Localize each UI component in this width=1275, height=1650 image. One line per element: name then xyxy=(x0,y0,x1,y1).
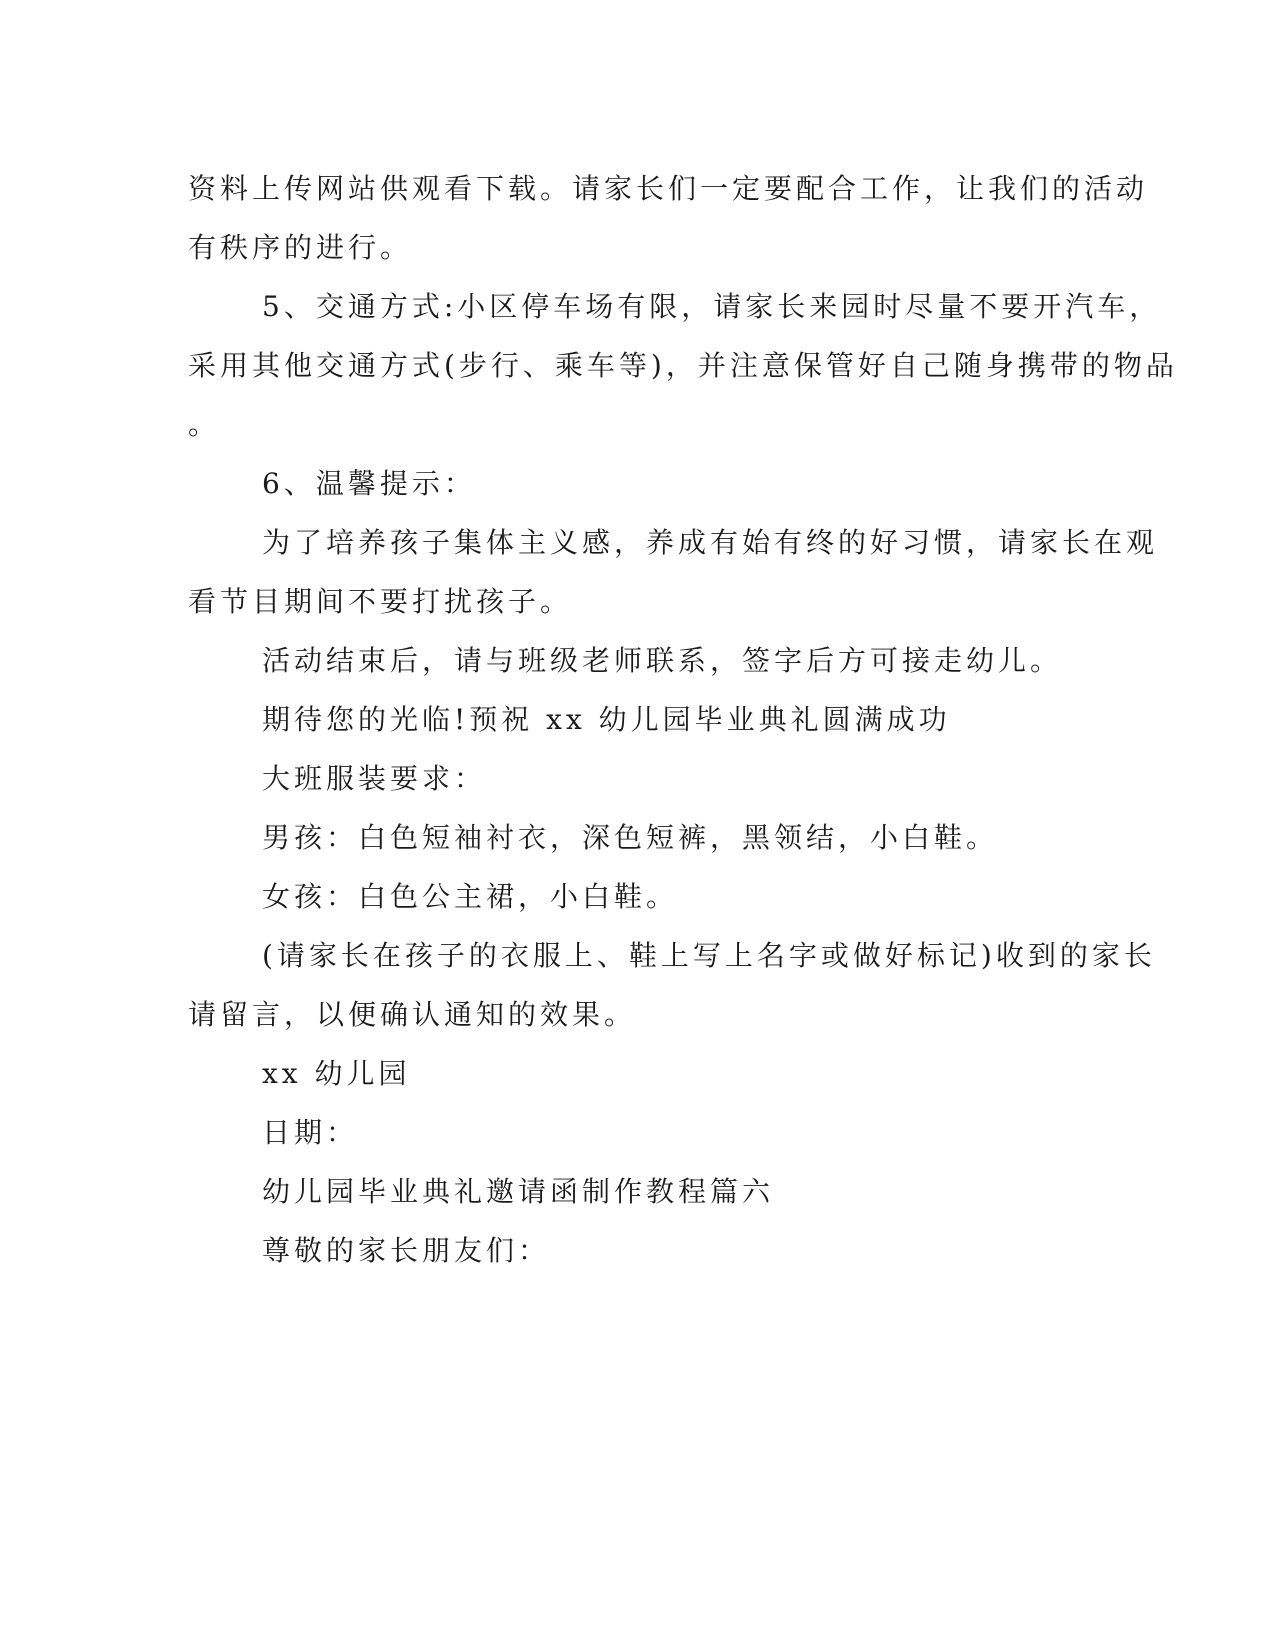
signature-org: xx 幼儿园 xyxy=(262,1057,411,1090)
paragraph-line: 请留言，以便确认通知的效果。 xyxy=(188,998,637,1031)
paragraph-line: 大班服装要求： xyxy=(262,762,487,795)
paragraph-line: 5、交通方式:小区停车场有限，请家长来园时尽量不要开汽车， xyxy=(262,290,1162,323)
paragraph-line: 女孩：白色公主裙，小白鞋。 xyxy=(262,880,679,913)
paragraph-line: (请家长在孩子的衣服上、鞋上写上名字或做好标记)收到的家长 xyxy=(262,939,1156,972)
paragraph-line: 看节目期间不要打扰孩子。 xyxy=(188,585,573,618)
salutation: 尊敬的家长朋友们： xyxy=(262,1234,551,1267)
date-label: 日期： xyxy=(262,1116,359,1149)
paragraph-line: 活动结束后，请与班级老师联系，签字后方可接走幼儿。 xyxy=(262,644,1063,677)
paragraph-line: 。 xyxy=(188,408,221,441)
paragraph-line: 为了培养孩子集体主义感，养成有始有终的好习惯，请家长在观 xyxy=(262,526,1159,559)
paragraph-line: 采用其他交通方式(步行、乘车等)，并注意保管好自己随身携带的物品 xyxy=(188,349,1178,382)
paragraph-line: 期待您的光临!预祝 xx 幼儿园毕业典礼圆满成功 xyxy=(262,703,951,736)
section-heading: 幼儿园毕业典礼邀请函制作教程篇六 xyxy=(262,1175,775,1208)
paragraph-line: 有秩序的进行。 xyxy=(188,231,413,264)
paragraph-line: 资料上传网站供观看下载。请家长们一定要配合工作，让我们的活动 xyxy=(188,172,1149,205)
paragraph-line: 男孩：白色短袖衬衣，深色短裤，黑领结，小白鞋。 xyxy=(262,821,999,854)
paragraph-line: 6、温馨提示： xyxy=(262,467,476,500)
